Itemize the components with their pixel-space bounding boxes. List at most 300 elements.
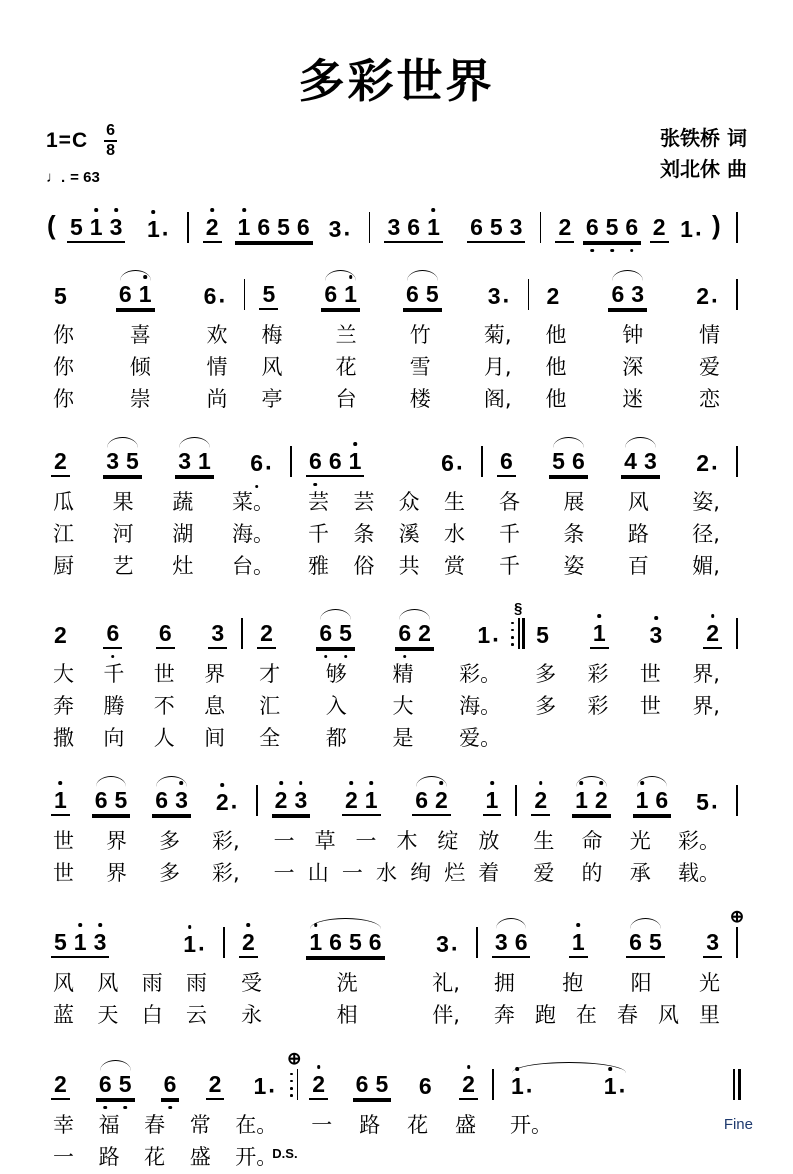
note [262,283,275,306]
lyric-syllable: 崇 [129,387,151,412]
lyric-syllable: 台 [335,387,357,412]
note [510,1073,534,1106]
note [375,1073,388,1096]
lyric-syllable: 一 [273,861,295,886]
augmentation-dot: · [710,288,719,316]
coda-icon: ⊕ [287,1049,302,1069]
note [636,789,649,812]
measure-notes [272,789,502,816]
lyric-text [499,554,720,578]
repeat-dots [511,622,514,646]
note [329,931,342,954]
lyric-syllable: 世 [153,662,175,687]
lyric-syllable: 瓜 [53,490,74,515]
note [593,622,606,645]
note-group [180,931,209,964]
repeat-dot [511,629,514,632]
measure-notes [257,620,503,655]
bar-stroke [223,927,225,958]
lyric-syllable: 爱。 [459,726,502,751]
lyric-syllable: 赏 [443,554,465,579]
note-group [161,1073,180,1100]
note [339,622,352,645]
lyric-cell [272,1142,304,1174]
note [515,931,528,954]
lyric-syllable: 雪 [409,355,431,380]
lyric-syllable: 河 [112,522,134,547]
note-digit: 6 [418,1073,432,1100]
lyric-syllable: 艺 [112,554,134,579]
note-digit: 5 [348,929,362,956]
note-digit: 5 [425,281,439,308]
note-digit: 5 [262,281,276,308]
lyric-syllable: 江 [53,522,74,547]
repeat-dot [511,643,514,646]
lyric-syllable: 是 [392,726,414,751]
note [477,622,501,655]
lyric-syllable: 尚 [206,387,228,412]
lyric-cell [467,1000,487,1032]
note-group [474,622,503,655]
barline-cell [506,773,526,826]
note [625,216,638,239]
note [119,1073,132,1096]
barline [216,927,232,958]
note-digit: 3 [706,929,719,956]
lyric-syllable: 盛 [454,1113,476,1138]
lyric-syllable: 楼 [409,387,431,412]
augmentation-dot: · [343,221,352,249]
note [54,1073,67,1096]
repeat-dot [290,1073,293,1076]
note [175,789,188,812]
lyric-syllable: 彩。 [459,662,502,687]
note-group [384,216,442,243]
lyric-syllable: 迷 [622,387,644,412]
lyric-text [261,323,511,347]
notes-row [46,601,747,659]
repeat-dot [511,622,514,625]
lyric-cell [483,1110,503,1142]
barline-glyph [290,446,292,477]
lyric-syllable: 梅 [261,323,283,348]
barline-cell [530,200,550,253]
note-digit: 1 [309,929,323,956]
lyric-syllable: 放 [478,829,500,854]
lyric-syllable: 才 [259,662,281,687]
lyric-text [53,861,240,885]
lyric-syllable: 多 [535,662,557,687]
lyric-syllable: 爱 [698,355,720,380]
note-digit: 1 [138,281,152,308]
measure-notes [497,448,722,483]
notation-system [46,908,747,1032]
note-digit: 1 [477,622,491,649]
measure-notes [51,448,276,483]
lyric-syllable: 天 [97,1003,119,1028]
note [260,622,273,645]
lyric-syllable: 开。 [509,1113,552,1138]
measure-notes [239,929,462,964]
note-group [693,283,722,316]
note [387,216,400,239]
lyric-syllable: 受 [241,971,263,996]
lyric-text [53,1113,277,1137]
lyric-syllable: 都 [325,726,347,751]
note [90,216,103,239]
note [349,450,362,473]
lyric-cell [539,320,727,352]
measure-notes [555,214,706,249]
lyric-syllable: 入 [325,694,347,719]
lyric-text [533,861,720,885]
lyric-syllable: 喜 [129,323,151,348]
barline-glyph [223,927,225,958]
lyric-cell [46,968,214,1000]
augmentation-dot: · [265,455,274,483]
note-digit: 6 [499,448,513,475]
measure [503,1050,727,1110]
note-digit: 6 [415,787,429,814]
note-group [235,216,313,243]
note-digit: 1 [635,787,649,814]
lyric-syllable: 彩, [211,861,240,886]
measure-notes [51,281,229,316]
notation-system [46,267,747,416]
lyric-syllable: 爱 [533,861,555,886]
lyric-syllable: 雨 [141,971,163,996]
tempo-marking [46,169,117,186]
lyric-syllable: 海。 [459,694,502,719]
measure [46,601,232,659]
note [486,789,499,812]
measure-notes [508,1073,722,1106]
bar-stroke [522,618,525,649]
note [558,216,571,239]
lyric-syllable: 一 [355,829,377,854]
note-digit: 1 [510,1073,524,1100]
note-group [92,789,131,816]
note [418,622,431,645]
lyric-text [546,323,720,347]
measure [46,908,214,968]
lyric-cell [519,320,539,352]
augmentation-dot: · [268,1078,277,1106]
note-group [353,1073,392,1100]
measure [550,200,711,253]
measure [46,1050,284,1110]
barline-glyph [736,618,738,649]
notation-system [46,601,747,755]
note [275,789,288,812]
lyric-syllable: 多 [158,861,180,886]
note [119,283,132,306]
bar-stroke [736,927,738,958]
lyric-syllable: 风 [261,355,283,380]
lyric-text [259,662,501,686]
lyrics-row [46,826,747,858]
note-digit: 6 [407,214,421,241]
barline-glyph [241,618,243,649]
note [653,216,666,239]
lyric-cell [727,1000,747,1032]
lyric-cell [281,551,301,583]
bar-stroke [476,927,478,958]
lyric-text [499,522,720,546]
barline-cell [483,1050,503,1110]
lyric-syllable: 芸 [353,490,375,515]
augmentation-dot: · [455,455,464,483]
lyric-syllable: 千 [308,522,330,547]
lyric-syllable: 共 [398,554,420,579]
lyrics-row [46,551,747,583]
note-group [144,216,173,249]
note-group [51,624,70,649]
note [238,216,251,239]
bar-stroke [187,212,189,243]
note [54,624,67,647]
score [46,200,753,1174]
note-digit: 2 [558,214,572,241]
measure [267,773,507,826]
lyric-text [53,1003,207,1027]
note [369,931,382,954]
note-group [51,1073,70,1100]
note-digit: 3 [175,787,188,814]
note [603,1073,627,1106]
header-meta [46,123,747,187]
lyric-cell [247,858,267,890]
note-group [583,216,641,243]
lyric-syllable: 情 [206,355,228,380]
note-group [316,622,355,649]
lyrics-row [46,352,747,384]
lyric-cell [46,487,281,519]
note-digit: 6 [585,214,599,241]
note-group [544,285,563,310]
note-digit: 6 [324,281,338,308]
note-digit: 3 [109,214,123,241]
barline-cell [472,434,492,487]
measure-notes [492,931,722,958]
lyric-cell [267,858,507,890]
note [211,622,224,645]
lyric-syllable: 跑 [534,1003,556,1028]
note-group [412,789,451,816]
note-group [51,789,70,816]
lyric-text [499,490,720,514]
note-digit: 6 [470,214,483,241]
note-digit: 2 [418,620,431,647]
lyric-cell [234,320,254,352]
note [415,789,428,812]
barline-cell [727,601,747,659]
note-digit: 6 [319,620,333,647]
note-digit: 4 [624,448,637,475]
note [319,622,332,645]
measure-notes [51,1071,279,1106]
note-digit: 6 [625,214,639,241]
lyric-cell [232,723,252,755]
lyric-cell [46,551,281,583]
lyric-cell [284,1110,304,1142]
bar-stroke [736,446,738,477]
note [575,789,588,812]
lyric-cell [472,551,492,583]
barline-cell [467,908,487,968]
note-digit: 6 [250,450,264,477]
lyric-text [261,355,511,379]
lyric-syllable: 雨 [186,971,208,996]
note-digit: 1 [427,214,440,241]
barline-cell [519,267,539,320]
ds-label: D.S. [272,1146,298,1162]
lyric-cell [503,1110,727,1142]
lyric-cell [301,551,472,583]
barline [521,279,537,310]
note-digit: 6 [514,929,528,956]
note-digit: 6 [328,448,342,475]
barline-cell [281,434,301,487]
bar-stroke [515,785,517,816]
lyric-text [274,829,500,853]
note [490,216,503,239]
lyric-syllable: 幸 [53,1113,74,1138]
note-group [533,624,552,649]
lyric-syllable: 径, [692,522,720,547]
note-group [206,1073,225,1100]
coda-icon: ⊕ [729,907,745,927]
lyric-syllable: 腾 [103,694,125,719]
repeat-dot [511,636,514,639]
lyric-syllable: 山 [307,861,329,886]
note [436,931,459,964]
note-digit: 5 [114,787,128,814]
lyric-cell [508,723,528,755]
bar-stroke [244,279,246,310]
note-digit: 6 [406,281,419,308]
note [99,1073,112,1096]
lyric-syllable: 在 [575,1003,597,1028]
note [655,789,668,812]
meter-numerator: 6 [106,121,116,139]
note-digit: 1 [485,787,499,814]
barline [508,785,524,816]
note [198,450,211,473]
lyric-cell [519,352,539,384]
note-digit: 1 [183,931,197,958]
bar-stroke [736,279,738,310]
lyric-syllable: 蓝 [53,1003,74,1028]
lyric-cell [508,659,528,691]
lyric-cell [727,519,747,551]
note [470,216,483,239]
note-group [703,931,722,958]
measure [379,200,530,253]
note [631,283,644,306]
lyric-syllable: 花 [407,1113,429,1138]
note [650,624,663,647]
note-group [67,216,125,243]
time-signature [104,123,117,160]
note-group [531,789,550,816]
note-digit: 6 [611,281,625,308]
note [644,450,657,473]
barline [234,618,250,649]
lyric-syllable: 汇 [259,694,281,719]
note-group [467,216,525,243]
measure-notes [531,787,722,822]
lyric-cell [508,691,528,723]
note-digit: 2 [435,787,448,814]
lyric-syllable: 条 [353,522,375,547]
note-group [549,450,588,477]
note [547,285,560,308]
note-group [103,622,122,649]
bar-stroke [736,785,738,816]
note-group [96,1073,135,1100]
lyric-syllable: 月, [483,355,512,380]
lyric-syllable: 芸 [308,490,330,515]
lyricist-credit: 张铁桥 词 [660,125,747,150]
note [106,450,119,473]
lyric-syllable: 向 [103,726,125,751]
barline-cell [214,908,234,968]
lyric-syllable: 绽 [437,829,459,854]
note-digit: 1 [198,448,211,475]
note [534,789,547,812]
lyric-cell [267,826,507,858]
bar-stroke [733,1069,735,1100]
note-group [321,283,360,310]
barline [729,908,745,958]
note [427,216,440,239]
lyric-syllable: 撒 [53,726,74,751]
barline-cell [178,200,198,253]
measure [528,601,727,659]
note-group [569,931,588,958]
lyric-text [546,355,720,379]
bar-stroke [518,618,520,649]
lyric-syllable: 命 [581,829,603,854]
note-group [247,450,276,483]
note-digit: 3 [649,622,663,649]
lyric-cell [254,320,518,352]
barline-glyph [511,618,525,649]
lyric-text [53,726,225,750]
measure-notes [51,787,242,822]
lyric-syllable: 菜。 [232,490,275,515]
note [297,216,310,239]
bar-stroke [297,1069,299,1100]
note [183,931,207,964]
note-digit: 1 [575,787,588,814]
note-group [201,283,230,316]
lyric-syllable: 竹 [409,323,431,348]
measure-notes [51,929,209,964]
note [257,216,270,239]
lyric-syllable: 阳 [630,971,652,996]
note-digit: 6 [309,448,322,475]
lyric-cell [492,487,727,519]
note-digit: 1 [571,929,585,956]
note-digit: 2 [54,448,67,475]
augmentation-dot: · [492,627,501,655]
barline-glyph [492,1069,494,1100]
note [406,283,419,306]
note-digit: 6 [629,929,642,956]
lyric-syllable: 雅 [308,554,330,579]
